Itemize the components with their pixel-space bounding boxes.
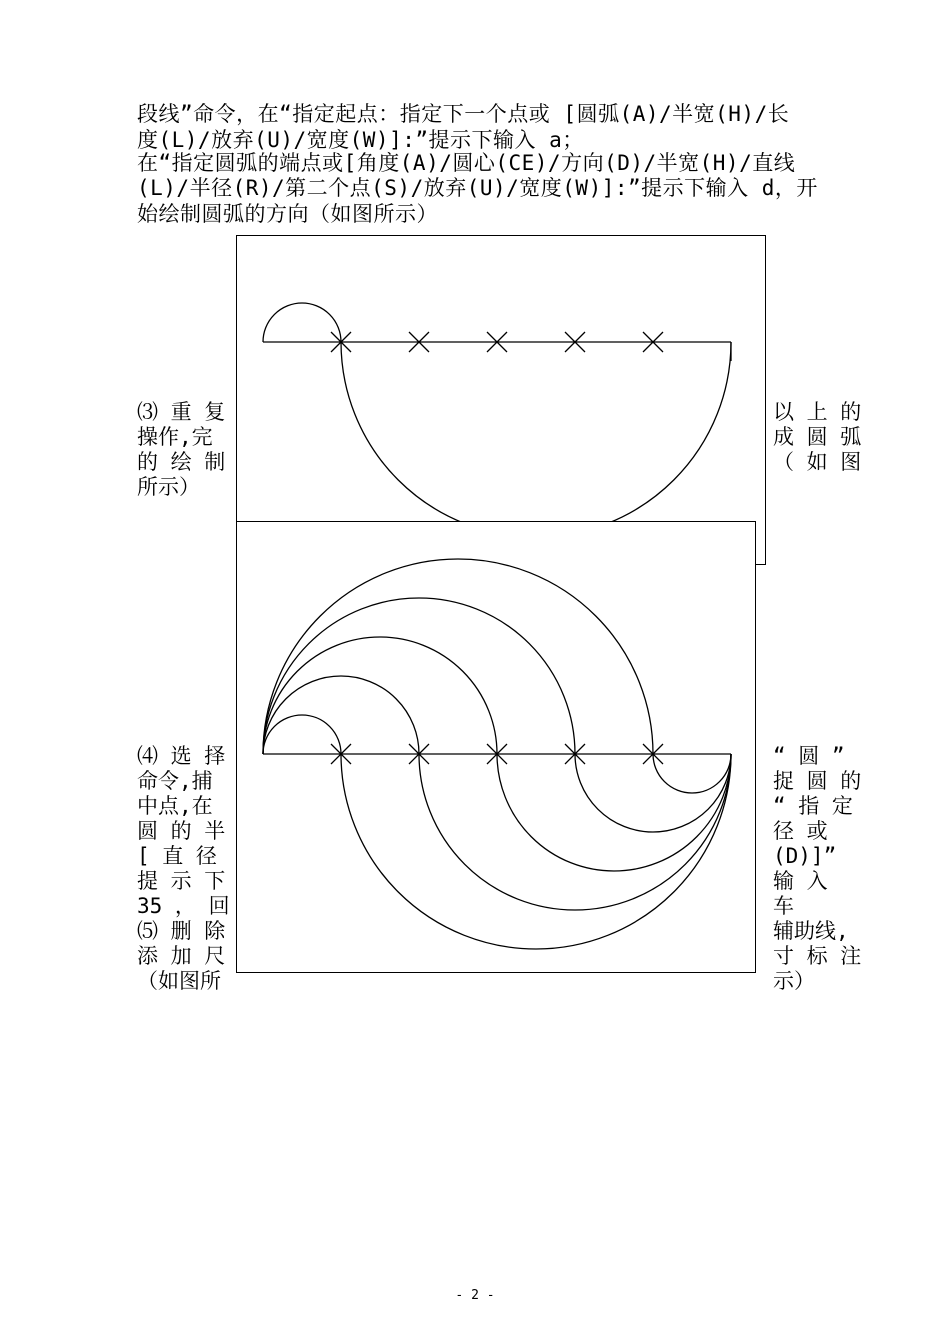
lower-arc-4 <box>575 754 731 832</box>
text-line: 的 绘 制 <box>137 450 226 474</box>
lower-arc-2 <box>419 754 731 910</box>
text-line: [ 直 径 <box>137 844 217 868</box>
large-arc <box>341 342 731 537</box>
text-line: ⑷ 选 择 <box>137 744 226 768</box>
text-line: “ 圆 ” <box>773 744 845 768</box>
arc-drawing-1 <box>237 236 765 564</box>
lower-arc-1 <box>341 754 731 949</box>
text-line: 辅助线, <box>773 919 849 943</box>
upper-arc-4 <box>263 598 575 754</box>
text-line: ⑶ 重 复 <box>137 400 226 424</box>
page-number: - 2 - <box>455 1288 495 1303</box>
text-line: 成 圆 弧 <box>773 425 862 449</box>
text-line: 寸 标 注 <box>773 944 862 968</box>
arc-drawing-2 <box>237 522 755 972</box>
text-line: （ 如 图 <box>773 450 862 474</box>
text-line: 35 ， 回 <box>137 894 230 918</box>
text-line: ⑸ 删 除 <box>137 919 226 943</box>
text-line: 径 或 <box>773 819 828 843</box>
text-line: 示） <box>773 969 815 993</box>
figure-arc-step3 <box>236 235 766 565</box>
text-line: “ 指 定 <box>773 794 853 818</box>
upper-arc-1 <box>263 715 341 754</box>
upper-arc-5 <box>263 559 653 754</box>
lower-arc-5 <box>653 754 731 793</box>
text-line: 命令,捕 <box>137 769 213 793</box>
upper-arc-2 <box>263 676 419 754</box>
step4-left-text <box>137 744 230 994</box>
text-line: 所示） <box>137 475 200 499</box>
small-arc <box>263 303 341 342</box>
figure-arc-step4 <box>236 521 756 973</box>
text-line: 以 上 的 <box>773 400 862 424</box>
intro-line-5: 始绘制圆弧的方向（如图所示） <box>137 202 438 226</box>
text-line: 车 <box>773 894 794 918</box>
text-line: 中点,在 <box>137 794 213 818</box>
step3-right-text <box>773 400 863 475</box>
step3-left-text <box>137 400 227 500</box>
intro-line-4: (L)/半径(R)/第二个点(S)/放弃(U)/宽度(W)]:”提示下输入 d，开 <box>137 176 818 200</box>
text-line: 提 示 下 <box>137 869 226 893</box>
text-line: 输 入 <box>773 869 828 893</box>
text-line: 圆 的 半 <box>137 819 226 843</box>
intro-line-3: 在“指定圆弧的端点或[角度(A)/圆心(CE)/方向(D)/半宽(H)/直线 <box>137 151 796 175</box>
step4-right-text <box>773 744 863 994</box>
text-line: 操作,完 <box>137 425 213 449</box>
intro-line-1: 段线”命令，在“指定起点：指定下一个点或 [圆弧(A)/半宽(H)/长 <box>137 102 790 126</box>
text-line: 添 加 尺 <box>137 944 226 968</box>
text-line: 捉 圆 的 <box>773 769 862 793</box>
text-line: （如图所 <box>137 969 221 993</box>
text-line: (D)]” <box>773 844 837 868</box>
intro-line-2: 度(L)/放弃(U)/宽度(W)]:”提示下输入 a； <box>137 128 584 152</box>
